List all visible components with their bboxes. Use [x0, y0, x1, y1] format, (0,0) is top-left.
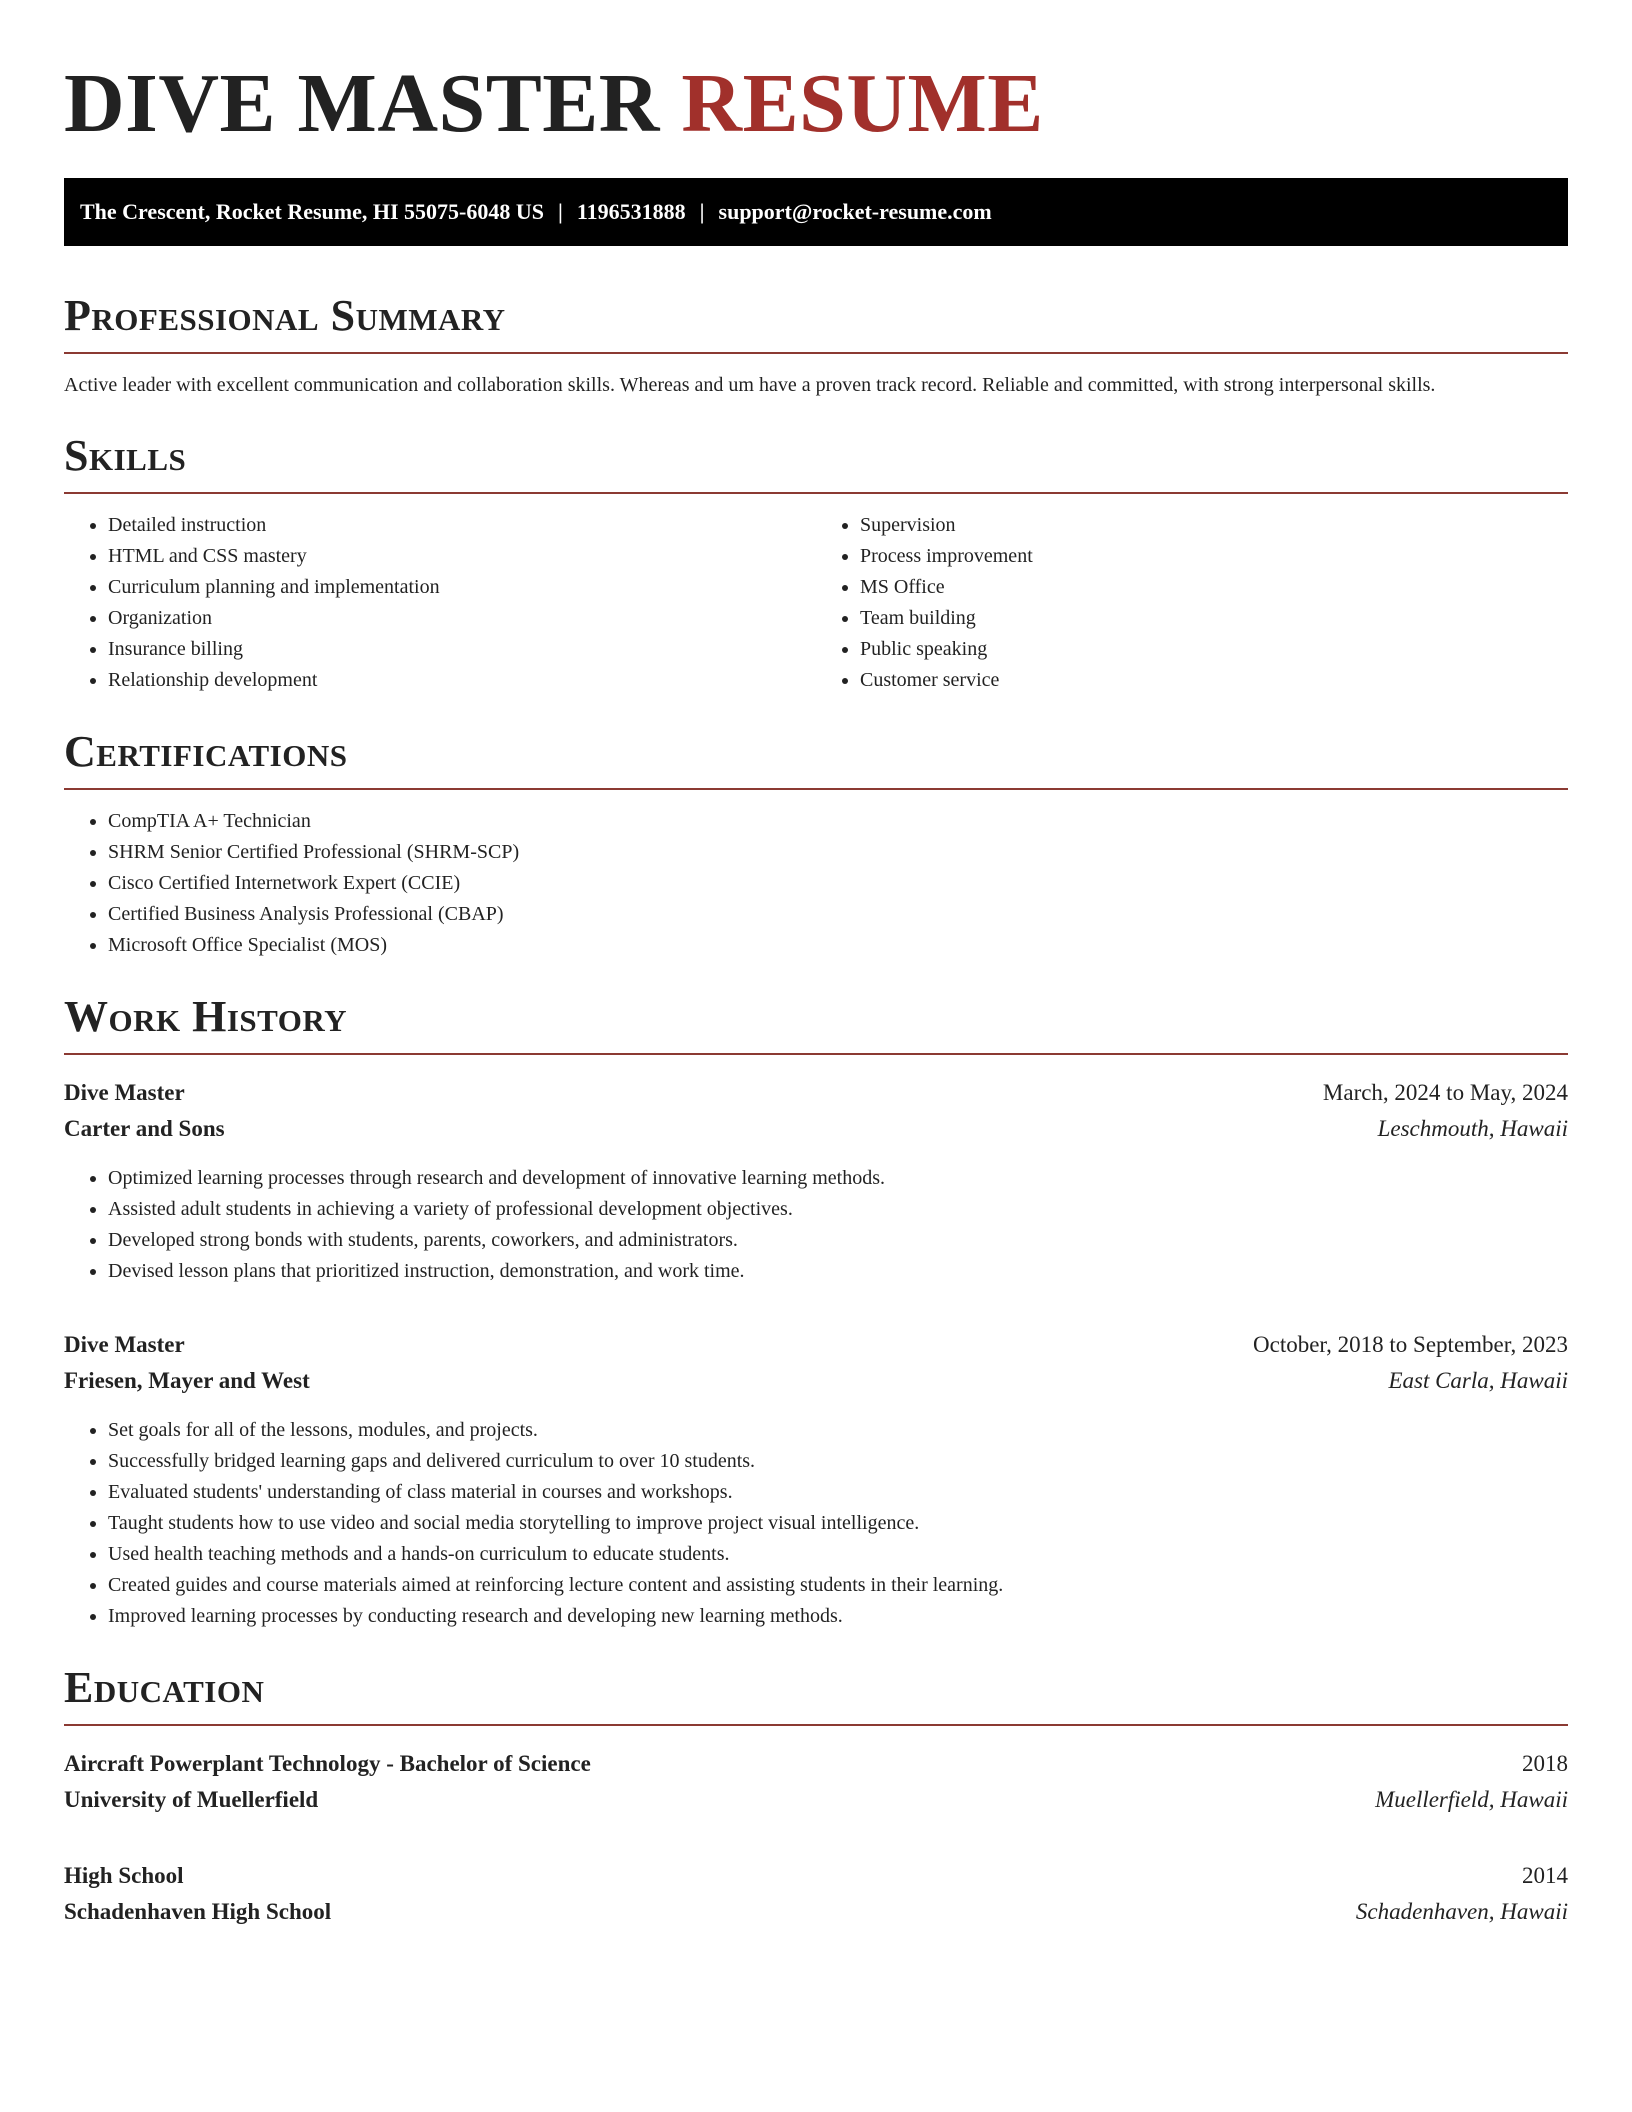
- job-location: East Carla, Hawaii: [1388, 1368, 1568, 1393]
- certifications-section: [64, 726, 1568, 961]
- skill-item: • Insurance billing: [108, 634, 816, 665]
- job-company-row: [64, 1111, 1568, 1147]
- resume-title: [64, 56, 1568, 152]
- section-divider: [64, 1053, 1568, 1055]
- education-school: University of Muellerfield: [64, 1787, 319, 1812]
- job-company-row: [64, 1363, 1568, 1399]
- skills-heading: Skills: [64, 431, 187, 480]
- contact-separator: |: [558, 199, 563, 224]
- job-title-row: [64, 1075, 1568, 1111]
- skill-item: • Process improvement: [860, 541, 1568, 572]
- skills-list-left: [64, 510, 816, 696]
- job-title-row: [64, 1327, 1568, 1363]
- certification-item: • CompTIA A+ Technician: [108, 806, 1568, 837]
- work-history-section: [64, 991, 1568, 1632]
- job-duty: • Created guides and course materials aimed at reinforcing lecture content and assisting students in their learning.: [108, 1570, 1568, 1601]
- summary-section: [64, 290, 1568, 400]
- education-degree-row: [64, 1858, 1568, 1894]
- job-location: Leschmouth, Hawaii: [1377, 1116, 1568, 1141]
- job-duty: • Developed strong bonds with students, parents, coworkers, and administrators.: [108, 1225, 1568, 1256]
- job-company: Carter and Sons: [64, 1116, 225, 1141]
- skill-item: • Customer service: [860, 665, 1568, 696]
- job-duties-list: [64, 1415, 1568, 1632]
- job-duty: • Set goals for all of the lessons, modules, and projects.: [108, 1415, 1568, 1446]
- title-main: DIVE MASTER: [64, 57, 660, 150]
- contact-address: The Crescent, Rocket Resume, HI 55075-6048 US: [80, 199, 544, 224]
- skill-item: • Supervision: [860, 510, 1568, 541]
- skill-item: • HTML and CSS mastery: [108, 541, 816, 572]
- contact-separator: |: [699, 199, 705, 224]
- education-year: 2018: [1522, 1751, 1568, 1776]
- education-entry: [64, 1858, 1568, 1930]
- certification-item: • Microsoft Office Specialist (MOS): [108, 930, 1568, 961]
- job-duty: • Used health teaching methods and a hands-on curriculum to educate students.: [108, 1539, 1568, 1570]
- education-section: [64, 1662, 1568, 1930]
- job-duty: • Successfully bridged learning gaps and delivered curriculum to over 10 students.: [108, 1446, 1568, 1477]
- job-title: Dive Master: [64, 1332, 185, 1357]
- job-title: Dive Master: [64, 1080, 185, 1105]
- job-duty: • Assisted adult students in achieving a variety of professional development objectives.: [108, 1194, 1568, 1225]
- job-entry: [64, 1075, 1568, 1287]
- skill-item: • Team building: [860, 603, 1568, 634]
- certification-item: • Cisco Certified Internetwork Expert (CCIE): [108, 868, 1568, 899]
- section-divider: [64, 788, 1568, 790]
- skill-item: • Curriculum planning and implementation: [108, 572, 816, 603]
- education-entry: [64, 1746, 1568, 1818]
- education-location: Schadenhaven, Hawaii: [1355, 1899, 1568, 1924]
- education-school-row: [64, 1894, 1568, 1930]
- certification-item: • SHRM Senior Certified Professional (SHRM-SCP): [108, 837, 1568, 868]
- title-accent: RESUME: [681, 57, 1044, 150]
- contact-bar: [64, 178, 1568, 246]
- contact-email[interactable]: support@rocket-resume.com: [718, 199, 992, 224]
- skill-item: • Relationship development: [108, 665, 816, 696]
- education-school: Schadenhaven High School: [64, 1899, 332, 1924]
- education-degree-row: [64, 1746, 1568, 1782]
- summary-heading: Professional Summary: [64, 291, 506, 340]
- certification-item: • Certified Business Analysis Professional (CBAP): [108, 899, 1568, 930]
- skill-item: • Detailed instruction: [108, 510, 816, 541]
- skill-item: • Organization: [108, 603, 816, 634]
- skills-section: [64, 430, 1568, 696]
- education-degree: Aircraft Powerplant Technology - Bachelor of Science: [64, 1751, 591, 1776]
- job-duty: • Improved learning processes by conducting research and developing new learning methods.: [108, 1601, 1568, 1632]
- job-duty: • Evaluated students' understanding of class material in courses and workshops.: [108, 1477, 1568, 1508]
- job-duty: • Taught students how to use video and social media storytelling to improve project visual intelligence.: [108, 1508, 1568, 1539]
- skills-list-right: [816, 510, 1568, 696]
- job-duties-list: [64, 1163, 1568, 1287]
- certifications-heading: Certifications: [64, 727, 348, 776]
- education-location: Muellerfield, Hawaii: [1375, 1787, 1568, 1812]
- skill-item: • MS Office: [860, 572, 1568, 603]
- job-entry: [64, 1327, 1568, 1632]
- job-duty: • Optimized learning processes through research and development of innovative learning methods.: [108, 1163, 1568, 1194]
- education-school-row: [64, 1782, 1568, 1818]
- section-divider: [64, 352, 1568, 354]
- skill-item: • Public speaking: [860, 634, 1568, 665]
- job-company: Friesen, Mayer and West: [64, 1368, 310, 1393]
- contact-phone[interactable]: 1196531888: [576, 199, 686, 224]
- summary-text: Active leader with excellent communication and collaboration skills. Whereas and um have a proven track record. Reliable and committed, with strong interpersonal skills.: [64, 374, 1436, 396]
- job-duty: • Devised lesson plans that prioritized instruction, demonstration, and work time.: [108, 1256, 1568, 1287]
- job-dates: March, 2024 to May, 2024: [1322, 1080, 1568, 1105]
- certifications-list: [64, 806, 1568, 961]
- section-divider: [64, 1724, 1568, 1726]
- education-heading: Education: [64, 1663, 265, 1712]
- work-history-heading: Work History: [64, 992, 348, 1041]
- education-year: 2014: [1522, 1863, 1568, 1888]
- skills-grid: [64, 494, 1568, 696]
- job-dates: October, 2018 to September, 2023: [1253, 1332, 1568, 1357]
- education-degree: High School: [64, 1863, 184, 1888]
